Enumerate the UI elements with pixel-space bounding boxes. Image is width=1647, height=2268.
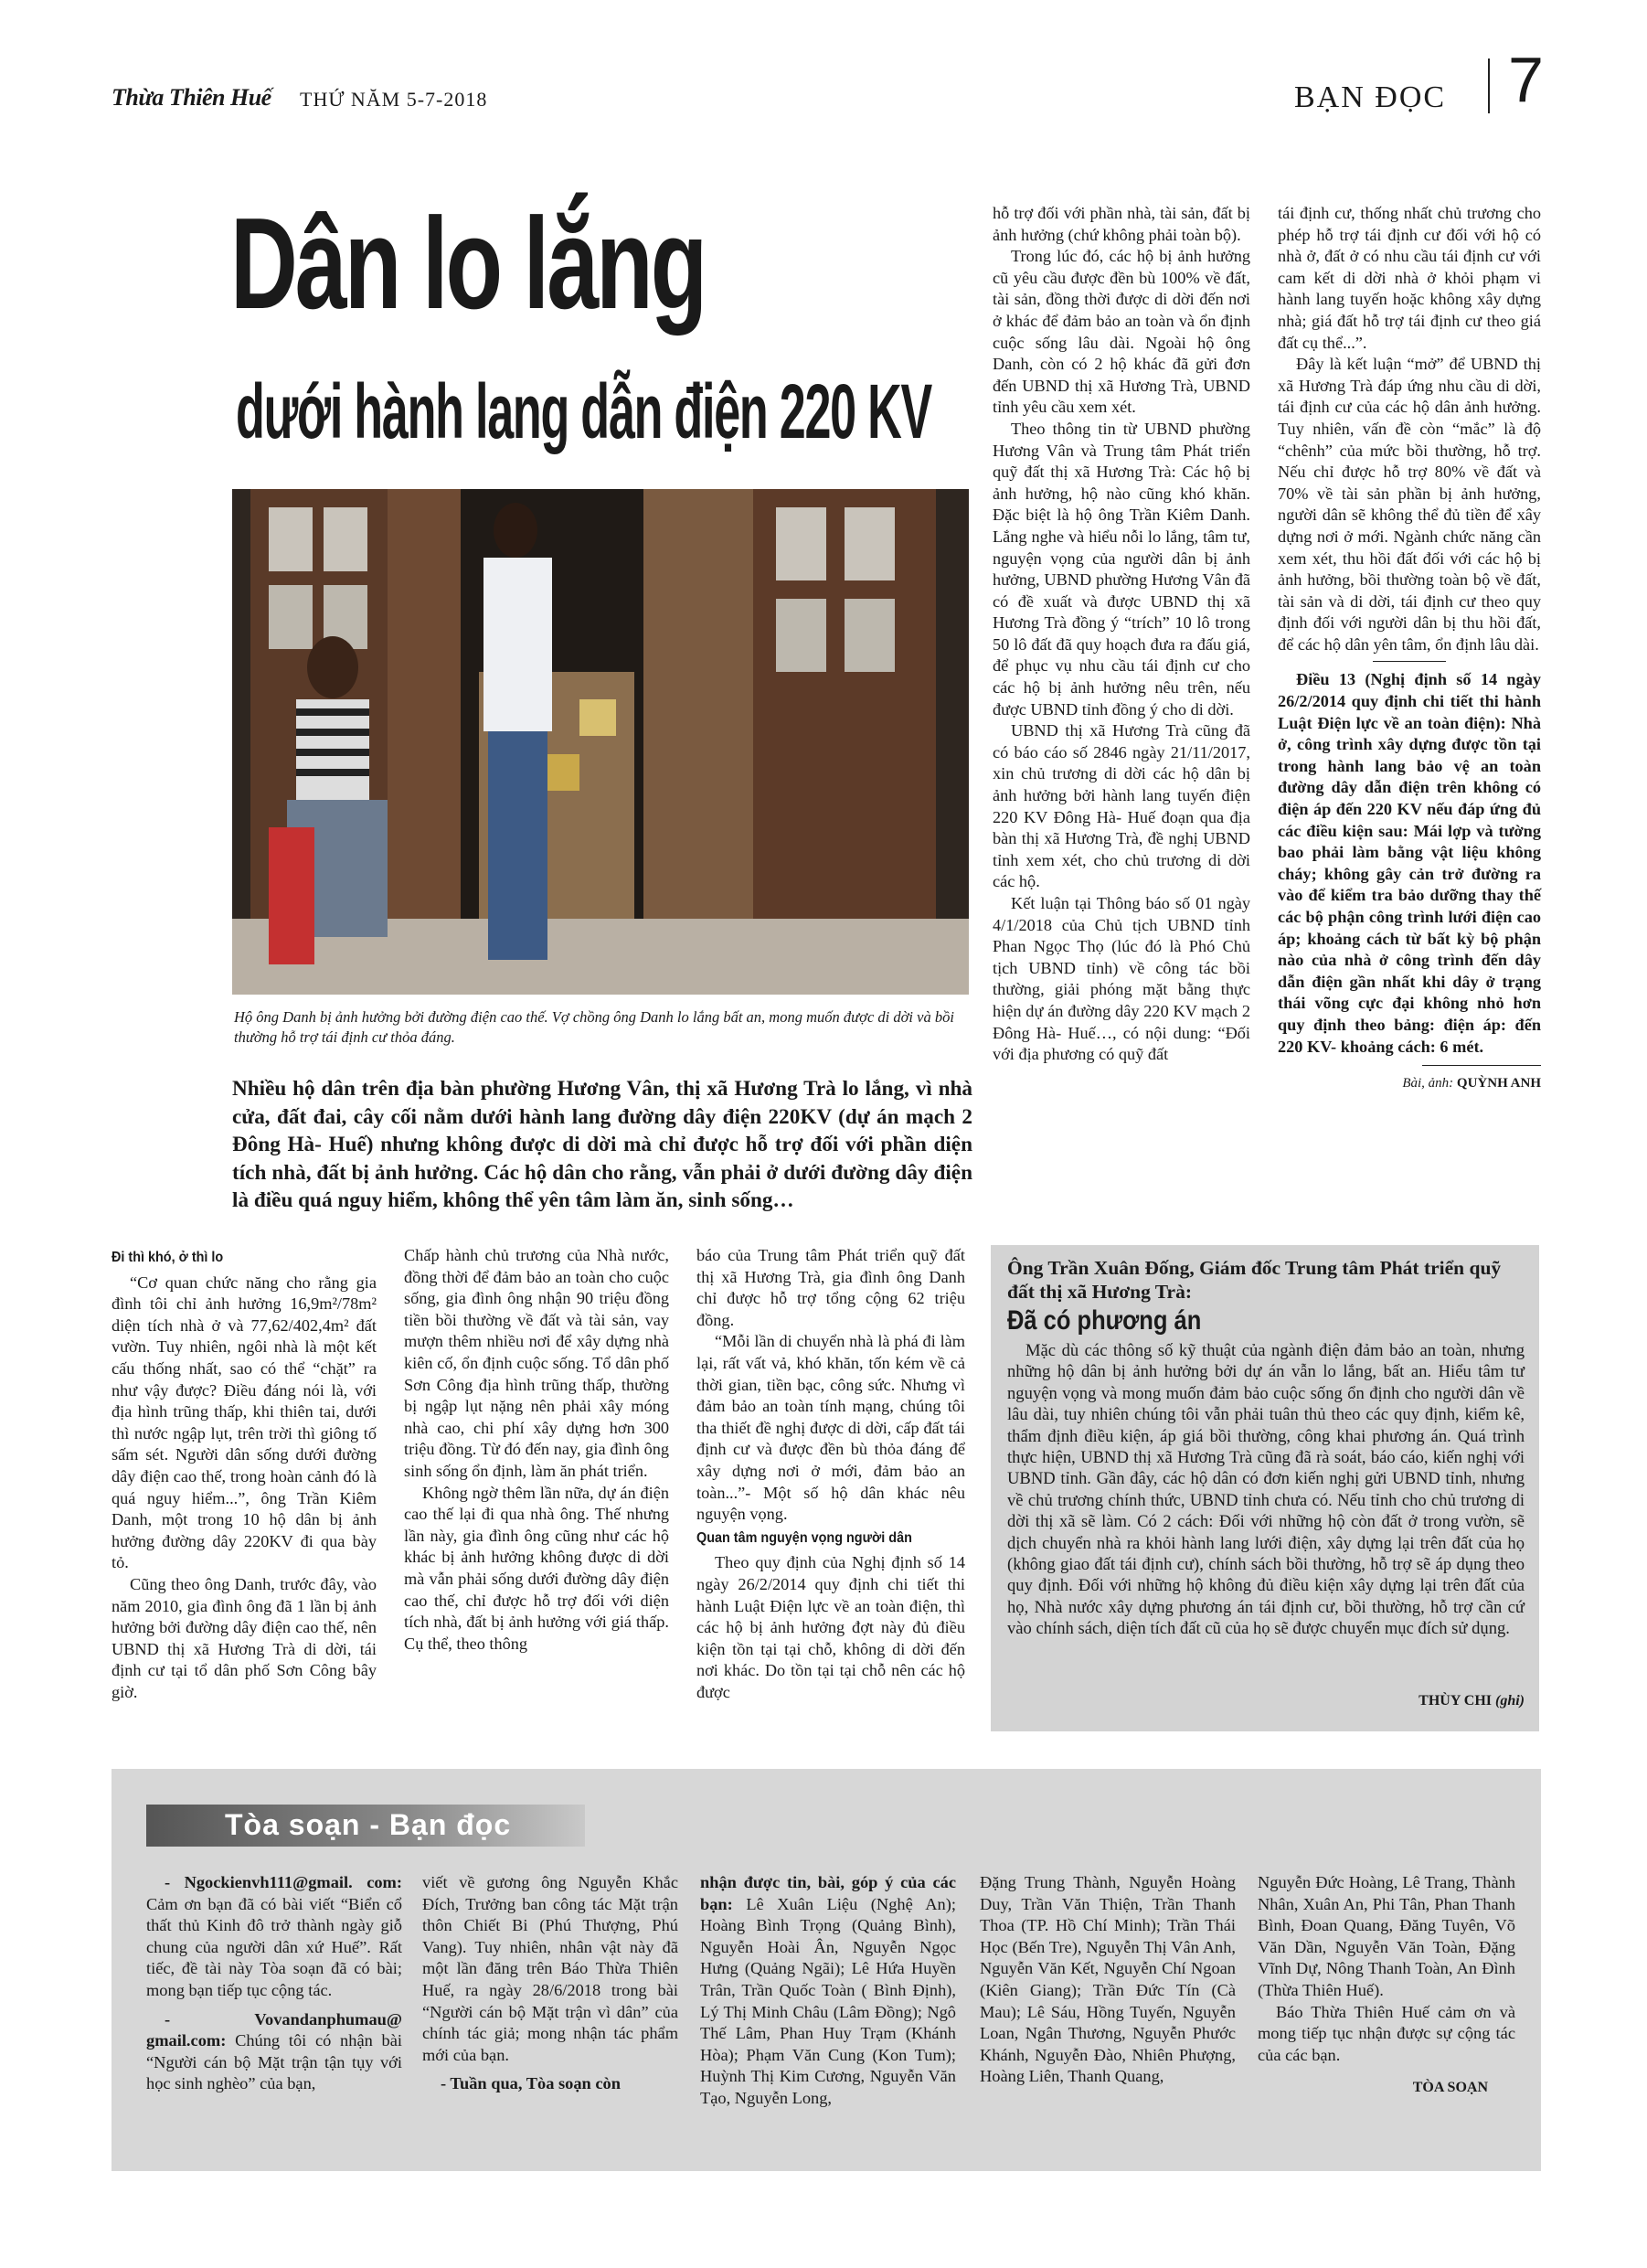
- paragraph: Không ngờ thêm lần nữa, dự án điện cao thế lại đi qua nhà ông. Thế nhưng lần này, gia đình ông cũng như các hộ khác bị ảnh hưởng không được di dời mà vẫn phải sống dưới đường dây điện cao thế, chỉ được hỗ trợ đối với diện tích nhà, đất bị ảnh hưởng với giá thấp. Cụ thể, theo thông: [404, 1483, 669, 1653]
- paragraph: UBND thị xã Hương Trà cũng đã có báo cáo số 2846 ngày 21/11/2017, xin chủ trương di dời các hộ dân bị ảnh hưởng bởi hành lang tuyến điện 220 KV Đông Hà- Huế đoạn qua địa bàn thị xã Hương Trà, đề nghị UBND tỉnh xem xét, cho chủ trương di dời các hộ.: [993, 721, 1250, 891]
- reply-text: viết về gương ông Nguyễn Khắc Đích, Trưởng ban công tác Mặt trận thôn Chiết Bi (Phú Thượng, Phú Vang). Tuy nhiên, nhân vật này đã một lần đăng trên Báo Thừa Thiên Huế, ra ngày 28/6/2018 trong bài “Người cán bộ Mặt trận vì dân” của chính tác giả; mong nhận tác phẩm mới của bạn.: [422, 1873, 678, 2064]
- paragraph: báo của Trung tâm Phát triển quỹ đất thị xã Hương Trà, gia đình ông Danh chỉ được hỗ trợ tổng cộng 62 triệu đồng.: [696, 1246, 965, 1329]
- divider: [1373, 661, 1446, 662]
- paragraph: Chấp hành chủ trương của Nhà nước, đồng thời để đảm bảo an toàn cho cuộc sống, gia đình ông nhận 90 triệu đồng tiền bồi thường về đất và tài sản, vay mượn thêm nhiều nơi để xây dựng nhà kiên cố, ổn định cuộc sống. Tổ dân phố Sơn Công địa hình trũng thấp, thường bị ngập lụt nặng nên phải xây móng nhà cao, chi phí xây dựng hơn 300 triệu đồng. Từ đó đến nay, gia đình ông sinh sống ổn định, làm ăn phát triển.: [404, 1246, 669, 1480]
- mailbox-column-4: [980, 1872, 1236, 2088]
- byline-author: QUỲNH ANH: [1456, 1076, 1541, 1091]
- header-divider: [1488, 59, 1490, 113]
- mailbox-title: Tòa soạn - Bạn đọc: [225, 1808, 512, 1841]
- mailbox-column-2: [422, 1872, 678, 2095]
- contributors-list: Lê Xuân Liệu (Nghệ An); Hoàng Bình Trọng (Quảng Bình), Nguyễn Hoài Ân, Nguyễn Ngọc Hưng (Quảng Ngãi); Lê Hứa Huyền Trân, Trần Quốc Toàn ( Bình Định), Lý Thị Minh Châu (Lâm Đồng); Ngô Thế Lâm, Phan Huy Trạm (Khánh Hòa); Phạm Văn Cung (Kon Tum); Huỳnh Thị Kim Cương, Nguyễn Văn Tạo, Nguyễn Long,: [700, 1894, 956, 2107]
- contributors-list: Đặng Trung Thành, Nguyễn Hoàng Duy, Trần Văn Thiện, Trần Thanh Thoa (TP. Hồ Chí Minh); Trần Thái Học (Bến Tre), Nguyễn Thị Vân Anh, Nguyễn Văn Kết, Nguyễn Chí Ngoan (Kiên Giang); Trần Đức Tín (Cà Mau); Lê Sáu, Hồng Tuyến, Nguyễn Loan, Ngân Thương, Nguyễn Phước Khánh, Nguyễn Đào, Nhiên Phượng, Hoàng Liên, Thanh Quang,: [980, 1873, 1236, 2086]
- interview-title: Đã có phương án: [1007, 1305, 1202, 1336]
- signature-name: THÙY CHI: [1419, 1693, 1492, 1709]
- article-column-3: [696, 1245, 965, 1703]
- article-subtitle: dưới hành lang dẫn điện 220 KV: [236, 368, 931, 454]
- article-lede: Nhiều hộ dân trên địa bàn phường Hương Vân, thị xã Hương Trà lo lắng, vì nhà cửa, đất đai, cây cối nằm dưới hành lang đường dây điện 220KV (dự án mạch 2 Đông Hà- Huế) nhưng không được di dời mà chỉ được hỗ trợ đối với phần diện tích nhà, đất bị ảnh hưởng. Các hộ dân cho rằng, vẫn phải ở dưới đường dây điện là điều quá nguy hiểm, không thể yên tâm làm ăn, sinh sống…: [232, 1077, 972, 1212]
- paragraph: “Cơ quan chức năng cho rằng gia đình tôi chỉ ảnh hưởng 16,9m²/78m² diện tích nhà ở và 77,62/402,4m² đất vườn. Tuy nhiên, ngôi nhà là một kết cấu thống nhất, sao có thể “chặt” ra như vậy được? Điều đáng nói là, với địa hình trũng thấp, khi thiên tai, dưới thì nước ngập lụt, trên trời thì giông tố sấm sét. Người dân sống dưới đường dây điện cao thế, trong hoàn cảnh đó là quá nguy hiểm...”, ông Trần Kiêm Danh, một trong 10 hộ dân bị ảnh hưởng đường dây 220KV đi qua bày tỏ.: [112, 1272, 377, 1572]
- paragraph: Mặc dù các thông số kỹ thuật của ngành điện đảm bảo an toàn, nhưng những hộ dân bị ảnh hưởng bởi dự án vẫn lo lắng, bất an. Hiểu tâm tư nguyện vọng và mong muốn đảm bảo cuộc sống ổn định cho người dân về lâu dài, tuy nhiên chúng tôi vẫn phải tuân thủ theo các quy định, kiểm kê, thẩm định điều kiện, áp giá bồi thường, công khai phương án. Quá trình thực hiện, UBND thị xã Hương Trà cũng đã rà soát, báo cáo, kiến nghị với UBND tỉnh. Gần đây, các hộ dân có đơn kiến nghị gửi UBND tỉnh, nhưng về chủ trương chính thức, UBND tỉnh chưa có. Nếu tỉnh cho chủ trương di dời thị xã sẽ làm. Có 2 cách: Đối với những hộ còn đất ở trong vườn, sẽ dịch chuyển nhà ra khỏi hành lang lưới điện, xây dựng lại trên đất của họ (không giao đất tái định cư), chính sách bồi thường, hỗ trợ sẽ áp dụng theo quy định. Đối với những hộ không đủ điều kiện xây dựng lại trên đất của họ, Nhà nước xây dựng phương án tái định cư, bồi thường, hỗ trợ cần cứ vào chính sách, diện tích đất cũ của họ sẽ được chuyển mục đích sử dụng.: [1007, 1341, 1525, 1639]
- paragraph: Theo quy định của Nghị định số 14 ngày 26/2/2014 quy định chi tiết thi hành Luật Điện lực về an toàn điện, thì các hộ bị ảnh hưởng đợt này đủ điều kiện tồn tại tại chỗ, không di dời đến nơi khác. Do tồn tại tại chỗ nên các hộ được: [696, 1553, 965, 1701]
- article-column-2: [404, 1245, 669, 1655]
- mailbox-column-3: [700, 1872, 956, 2110]
- mailbox-column-1: [146, 1872, 402, 2095]
- reply-text: Chúng tôi có nhận bài “Người cán bộ Mặt trận tận tụy với học sinh nghèo” của bạn,: [146, 2031, 402, 2093]
- paragraph: Cũng theo ông Danh, trước đây, vào năm 2010, gia đình ông đã 1 lần bị ảnh hưởng bởi đường dây điện cao thế, nên UBND thị xã Hương Trà di dời, tái định cư tại tổ dân phố Sơn Công bây giờ.: [112, 1574, 377, 1701]
- contributors-lead: nhận được tin, bài, góp ý của các bạn:: [700, 1873, 956, 1913]
- article-column-1: [112, 1245, 377, 1703]
- contributors-list: Nguyễn Đức Hoàng, Lê Trang, Thành Nhân, Xuân An, Phi Tân, Phan Thanh Bình, Đoan Quang, Đăng Tuyên, Võ Văn Dần, Nguyễn Văn Toàn, Đặng Vĩnh Dự, Nông Thanh Toàn, An Đình (Thừa Thiên Huế).: [1258, 1873, 1515, 1999]
- issue-date: THỨ NĂM 5-7-2018: [300, 88, 488, 111]
- paragraph: Đây là kết luận “mở” để UBND thị xã Hương Trà đáp ứng nhu cầu di dời, tái định cư của các hộ dân ảnh hưởng. Tuy nhiên, vấn đề còn “mắc” là độ “chênh” của mức bồi thường, hỗ trợ. Nếu chỉ được hỗ trợ 80% về đất và 70% về tài sản phần bị ảnh hưởng, người dân sẽ không thể đủ tiền để xây dựng nơi ở mới. Ngành chức năng cần xem xét, thu hồi đất đối với các hộ bị ảnh hưởng, bồi thường toàn bộ về đất, tài sản và di dời, tái định cư theo quy định đối với người dân bị thu hồi đất, để các hộ dân yên tâm, ổn định lâu dài.: [1278, 355, 1541, 654]
- reader-email: - Vovandanphumau@ gmail.com:: [146, 2009, 402, 2050]
- paragraph: Theo thông tin từ UBND phường Hương Vân và Trung tâm Phát triển quỹ đất thị xã Hương Trà: Các hộ bị ảnh hưởng, hộ nào cũng khó khăn. Đặc biệt là hộ ông Trần Kiêm Danh. Lắng nghe và hiểu nỗi lo lắng, tâm tư, nguyện vọng của người dân bị ảnh hưởng, UBND phường Hương Vân đã có đề xuất và được UBND thị xã Hương Trà đồng ý “trích” 10 lô trong 50 lô đất đã quy hoạch đưa ra đấu giá, để phục vụ nhu cầu tái định cư cho các hộ bị ảnh hưởng nêu trên, nếu được UBND tỉnh đồng ý cho di dời.: [993, 419, 1250, 719]
- page-number: 7: [1508, 44, 1544, 115]
- paragraph: hỗ trợ đối với phần nhà, tài sản, đất bị ảnh hưởng (chứ không phải toàn bộ).: [993, 204, 1250, 244]
- divider: [1422, 1065, 1541, 1066]
- interview-signature: [1007, 1693, 1525, 1709]
- paragraph: Kết luận tại Thông báo số 01 ngày 4/1/2018 của Chủ tịch UBND tỉnh Phan Ngọc Thọ (lúc đó là Phó Chủ tịch UBND tỉnh) về công tác bồi thường, giải phóng mặt bằng thực hiện dự án đường dây 220 KV mạch 2 Đông Hà- Huế…, có nội dung: “Đối với địa phương có quỹ đất: [993, 894, 1250, 1064]
- paragraph: “Mỗi lần di chuyển nhà là phá đi làm lại, rất vất vả, khó khăn, tốn kém về cả thời gian, tiền bạc, công sức. Nhưng vì đảm bảo an toàn tính mạng, chúng tôi tha thiết đề nghị được di dời, cấp đất tái định cư và được đền bù thỏa đáng để xây dựng nơi ở mới, đảm bảo an toàn...”- Một số hộ dân khác nêu nguyện vọng.: [696, 1332, 965, 1524]
- section-name: BẠN ĐỌC: [1294, 80, 1447, 114]
- interview-body: [1007, 1340, 1525, 1640]
- article-photo: [232, 489, 969, 995]
- article-column-a: [993, 203, 1250, 1066]
- newspaper-name: Thừa Thiên Huế: [112, 84, 271, 111]
- subheading: Đi thì khó, ở thì lo: [112, 1250, 224, 1265]
- closing-line: - Tuần qua, Tòa soạn còn: [441, 2074, 621, 2093]
- article-column-b: [1278, 203, 1541, 1095]
- signature-note: (ghi): [1495, 1693, 1525, 1709]
- mailbox-column-5: [1258, 1872, 1515, 2099]
- reply-text: Cảm ơn bạn đã có bài viết “Biển cổ thất thủ Kinh đô trở thành ngày giỗ chung của người dân xứ Huế”. Rất tiếc, đề tài này Tòa soạn đã có bài; mong bạn tiếp tục cộng tác.: [146, 1894, 402, 1999]
- paragraph: Trong lúc đó, các hộ bị ảnh hưởng cũ yêu cầu được đền bù 100% về đất, tài sản, đồng thời được di dời đến nơi ở khác để đảm bảo an toàn và ổn định cuộc sống lâu dài. Ngoài hộ ông Danh, còn có 2 hộ khác đã gửi đơn đến UBND thị xã Hương Trà, UBND tỉnh yêu cầu xem xét.: [993, 247, 1250, 417]
- byline: [1278, 1073, 1541, 1095]
- interview-heading: Ông Trần Xuân Đống, Giám đốc Trung tâm Phát triển quỹ đất thị xã Hương Trà:: [1007, 1257, 1502, 1303]
- mailbox-signature: TÒA SOẠN: [1412, 2080, 1488, 2096]
- article-title: Dân lo lắng: [230, 191, 706, 336]
- photo-caption: Hộ ông Danh bị ảnh hưởng bởi đường điện cao thế. Vợ chồng ông Danh lo lắng bất an, mong muốn được di dời và bồi thường hỗ trợ tái định cư thỏa đáng.: [234, 1008, 954, 1046]
- photo-illustration: [232, 489, 969, 995]
- subheading: Quan tâm nguyện vọng người dân: [696, 1529, 912, 1546]
- paragraph: tái định cư, thống nhất chủ trương cho phép hỗ trợ tái định cư đối với hộ có nhà ở, đất ở có nhu cầu tái định cư với cam kết di dời nhà ở khỏi phạm vi hành lang tuyến hoặc không xây dựng nhà; giá đất hỗ trợ tái định cư theo giá đất cụ thể...”.: [1278, 204, 1541, 352]
- byline-label: Bài, ảnh:: [1402, 1076, 1454, 1091]
- thanks-text: Báo Thừa Thiên Huế cảm ơn và mong tiếp tục nhận được sự cộng tác của các bạn.: [1258, 2002, 1515, 2064]
- reader-email: - Ngockienvh111@gmail. com:: [165, 1873, 402, 1891]
- decree-note: Điều 13 (Nghị định số 14 ngày 26/2/2014 quy định chi tiết thi hành Luật Điện lực về an toàn điện): Nhà ở, công trình xây dựng được tồn tại trong hành lang bảo vệ an toàn đường dây dẫn điện trên không có điện áp đến 220 KV nếu đáp ứng đủ các điều kiện sau: Mái lợp và tường bao phải làm bằng vật liệu không cháy; không gây cản trở đường ra vào để kiểm tra bảo dưỡng thay thế các bộ phận công trình lưới điện cao áp; khoảng cách từ bất kỳ bộ phận nào của nhà ở công trình đến dây dẫn điện gần nhất khi dây ở trạng thái võng cực đại không nhỏ hơn quy định theo bảng: điện áp: đến 220 KV- khoảng cách: 6 mét.: [1278, 670, 1541, 1056]
